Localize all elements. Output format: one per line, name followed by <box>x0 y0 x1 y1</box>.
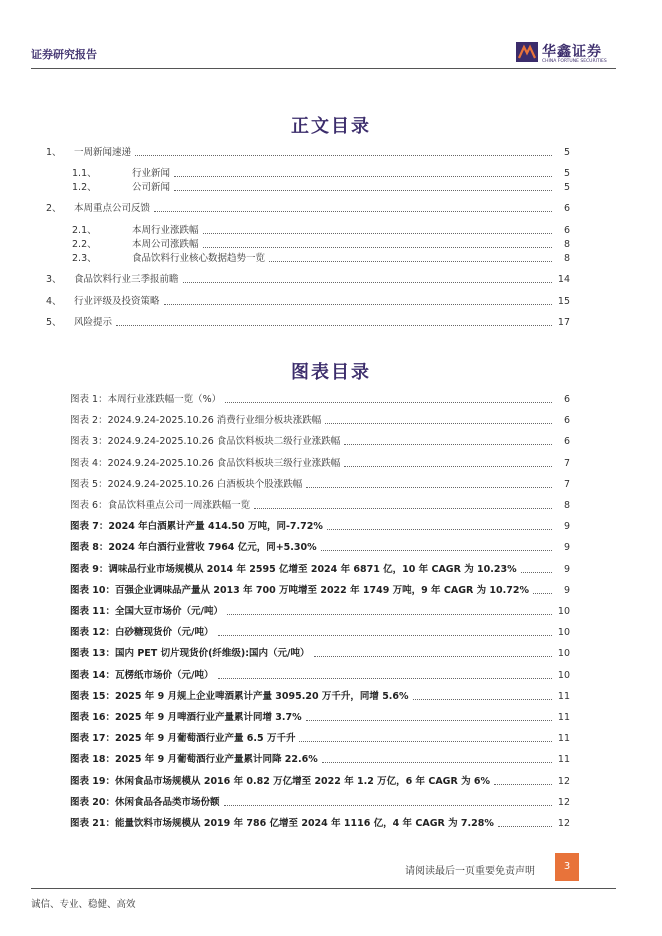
toc-entry[interactable] <box>46 238 570 252</box>
dot-leader <box>135 155 552 156</box>
dot-leader <box>218 678 553 679</box>
toc-entry-number: 4、 <box>46 296 62 307</box>
figure-entry-title: 图表 14：瓦楞纸市场价（元/吨） <box>70 669 214 681</box>
toc-entry-title: 本周行业涨跌幅 <box>132 225 199 236</box>
figure-entry[interactable] <box>70 796 570 810</box>
toc-entry-page: 6 <box>563 225 570 236</box>
dot-leader <box>327 529 552 530</box>
dot-leader <box>116 325 552 326</box>
figure-entry-page: 11 <box>557 754 570 766</box>
figure-entry-page: 9 <box>563 563 570 575</box>
toc-entry-title: 行业新闻 <box>132 168 171 179</box>
figure-entry-title: 图表 5：2024.9.24-2025.10.26 白酒板块个股涨跌幅 <box>70 478 303 490</box>
dot-leader <box>322 762 552 763</box>
toc-entry-page: 5 <box>563 147 570 158</box>
figure-entry-page: 11 <box>557 690 570 702</box>
figure-entry-title: 图表 16：2025 年 9 月啤酒行业产量累计同增 3.7% <box>70 712 302 723</box>
dot-leader <box>224 805 552 806</box>
figure-entry-title: 图表 18：2025 年 9 月葡萄酒行业产量累计同降 22.6% <box>70 754 318 766</box>
toc-entry-page: 5 <box>563 168 570 179</box>
figure-entry-page: 7 <box>563 478 570 490</box>
toc-entry[interactable] <box>46 202 570 216</box>
figure-entry[interactable] <box>70 711 570 725</box>
figure-entry[interactable] <box>70 817 570 831</box>
figure-entry-title: 图表 13：国内 PET 切片现货价(纤维级):国内（元/吨） <box>70 648 310 660</box>
figure-entry-title: 图表 6：食品饮料重点公司一周涨跌幅一览 <box>70 500 251 511</box>
company-motto: 诚信、专业、稳健、高效 <box>31 899 136 910</box>
toc-entry-number: 5、 <box>46 317 62 328</box>
figure-entry-title: 图表 15：2025 年 9 月规上企业啤酒累计产量 3095.20 万千升，同增 5.6% <box>70 690 409 702</box>
figure-entry-title: 图表 9：调味品行业市场规模从 2014 年 2595 亿增至 2024 年 6871 亿，10 年 CAGR 为 10.23% <box>70 563 517 575</box>
toc-entry-page: 6 <box>563 203 570 214</box>
figure-entry-page: 6 <box>563 436 570 448</box>
figure-entry[interactable] <box>70 626 570 640</box>
toc-entry[interactable] <box>46 295 570 309</box>
figure-entry-page: 6 <box>563 415 570 427</box>
figure-entry-title: 图表 20：休闲食品各品类市场份额 <box>70 796 220 808</box>
figure-entry[interactable] <box>70 753 570 767</box>
figure-entry-page: 12 <box>557 775 570 787</box>
figure-entry-title: 图表 2：2024.9.24-2025.10.26 消费行业细分板块涨跌幅 <box>70 415 322 427</box>
figure-entry[interactable] <box>70 605 570 619</box>
figure-entry[interactable] <box>70 732 570 746</box>
figure-entry-page: 11 <box>557 712 570 723</box>
figure-entry[interactable] <box>70 414 570 428</box>
footer-divider <box>31 888 616 889</box>
dot-leader <box>299 741 552 742</box>
logo-english-name: CHINA FORTUNE SECURITIES <box>542 59 607 64</box>
dot-leader <box>306 720 552 721</box>
dot-leader <box>533 593 552 594</box>
toc-entry-number: 2、 <box>46 203 62 214</box>
toc-entry-number: 3、 <box>46 274 62 285</box>
figure-entry[interactable] <box>70 563 570 577</box>
dot-leader <box>183 282 552 283</box>
figure-entry-title: 图表 12：白砂糖现货价（元/吨） <box>70 627 214 639</box>
dot-leader <box>218 635 553 636</box>
figure-entry-page: 9 <box>563 521 570 533</box>
figure-entry-page: 9 <box>563 584 570 596</box>
dot-leader <box>494 784 552 785</box>
toc-entry-page: 8 <box>563 239 570 250</box>
dot-leader <box>344 444 552 445</box>
contents-title: 正文目录 <box>291 116 371 137</box>
figure-entry-page: 10 <box>557 606 570 617</box>
figure-entry[interactable] <box>70 435 570 449</box>
figure-entry[interactable] <box>70 775 570 789</box>
toc-entry[interactable] <box>46 167 570 181</box>
figure-entry-title: 图表 3：2024.9.24-2025.10.26 食品饮料板块二级行业涨跌幅 <box>70 436 341 448</box>
toc-entry-number: 2.3、 <box>72 253 97 264</box>
figure-entry[interactable] <box>70 478 570 492</box>
report-type-label: 证券研究报告 <box>31 48 97 61</box>
toc-entry-number: 1.1、 <box>72 168 97 179</box>
toc-entry[interactable] <box>46 224 570 238</box>
disclaimer-note: 请阅读最后一页重要免责声明 <box>405 866 535 877</box>
toc-entry[interactable] <box>46 252 570 266</box>
dot-leader <box>314 656 552 657</box>
toc-entry-title: 风险提示 <box>74 317 113 328</box>
toc-entry-title: 本周公司涨跌幅 <box>132 239 199 250</box>
figure-entry-title: 图表 1：本周行业涨跌幅一览（%） <box>70 394 222 405</box>
dot-leader <box>174 190 552 191</box>
toc-entry-number: 1、 <box>46 147 62 158</box>
figures-title: 图表目录 <box>291 362 371 383</box>
toc-entry-number: 2.1、 <box>72 225 97 236</box>
figure-entry-page: 10 <box>557 669 570 681</box>
figure-entry[interactable] <box>70 690 570 704</box>
figure-entry[interactable] <box>70 669 570 683</box>
figure-entry-title: 图表 8：2024 年白酒行业营收 7964 亿元，同+5.30% <box>70 542 317 554</box>
logo-mark-icon <box>516 42 538 62</box>
figure-entry-page: 9 <box>563 542 570 554</box>
header-divider <box>31 68 616 69</box>
figure-entry[interactable] <box>70 499 570 513</box>
figure-entry-page: 6 <box>563 394 570 405</box>
toc-entry-number: 1.2、 <box>72 182 97 193</box>
toc-entry-number: 2.2、 <box>72 239 97 250</box>
dot-leader <box>164 304 552 305</box>
figure-entry-title: 图表 19：休闲食品市场规模从 2016 年 0.82 万亿增至 2022 年 1.2 万亿，6 年 CAGR 为 6% <box>70 775 491 787</box>
figure-entry[interactable] <box>70 647 570 661</box>
figure-entry-title: 图表 11：全国大豆市场价（元/吨） <box>70 606 223 617</box>
toc-entry-title: 食品饮料行业核心数据趋势一览 <box>132 253 266 264</box>
toc-entry-title: 食品饮料行业三季报前瞻 <box>74 274 179 285</box>
dot-leader <box>227 614 552 615</box>
dot-leader <box>154 211 552 212</box>
dot-leader <box>254 508 552 509</box>
dot-leader <box>321 550 552 551</box>
toc-entry-title: 一周新闻速递 <box>74 147 132 158</box>
figure-entry-page: 11 <box>557 733 570 745</box>
figure-entry-page: 7 <box>563 457 570 469</box>
dot-leader <box>306 487 552 488</box>
toc-entry[interactable] <box>46 181 570 195</box>
figure-entry-page: 10 <box>557 627 570 639</box>
toc-entry[interactable] <box>46 273 570 287</box>
figure-entry[interactable] <box>70 457 570 471</box>
toc-entry-page: 14 <box>557 274 570 285</box>
figure-entry-page: 12 <box>557 818 570 829</box>
toc-entry-page: 17 <box>557 317 570 328</box>
toc-entry-title: 本周重点公司反馈 <box>74 203 151 214</box>
figure-entry[interactable] <box>70 520 570 534</box>
figure-entry-title: 图表 4：2024.9.24-2025.10.26 食品饮料板块三级行业涨跌幅 <box>70 457 341 469</box>
figure-entry-title: 图表 21：能量饮料市场规模从 2019 年 786 亿增至 2024 年 1116 亿，4 年 CAGR 为 7.28% <box>70 818 494 829</box>
toc-entry-page: 5 <box>563 182 570 193</box>
figure-entry-page: 10 <box>557 648 570 660</box>
dot-leader <box>203 233 552 234</box>
figure-entry-title: 图表 10：百强企业调味品产量从 2013 年 700 万吨增至 2022 年 1749 万吨，9 年 CAGR 为 10.72% <box>70 584 529 596</box>
dot-leader <box>225 402 552 403</box>
toc-entry-page: 15 <box>557 296 570 307</box>
figure-entry-title: 图表 17：2025 年 9 月葡萄酒行业产量 6.5 万千升 <box>70 733 296 745</box>
figure-entry-page: 12 <box>557 796 570 808</box>
dot-leader <box>203 247 552 248</box>
figure-entry[interactable] <box>70 584 570 598</box>
logo-chinese-name: 华鑫证券 <box>542 44 602 60</box>
toc-entry-title: 行业评级及投资策略 <box>74 296 160 307</box>
dot-leader <box>498 826 552 827</box>
figure-entry-page: 8 <box>563 500 570 511</box>
toc-entry-title: 公司新闻 <box>132 182 171 193</box>
toc-entry[interactable] <box>46 146 570 160</box>
figure-entry-title: 图表 7：2024 年白酒累计产量 414.50 万吨，同-7.72% <box>70 521 323 533</box>
dot-leader <box>344 466 552 467</box>
dot-leader <box>521 572 552 573</box>
figure-entry[interactable] <box>70 393 570 407</box>
dot-leader <box>174 176 552 177</box>
figure-entry[interactable] <box>70 541 570 555</box>
page-header <box>0 0 662 72</box>
dot-leader <box>413 699 552 700</box>
dot-leader <box>325 423 552 424</box>
toc-entry[interactable] <box>46 316 570 330</box>
page-number: 3 <box>555 853 579 881</box>
company-logo <box>516 40 626 66</box>
toc-entry-page: 8 <box>563 253 570 264</box>
dot-leader <box>269 261 552 262</box>
